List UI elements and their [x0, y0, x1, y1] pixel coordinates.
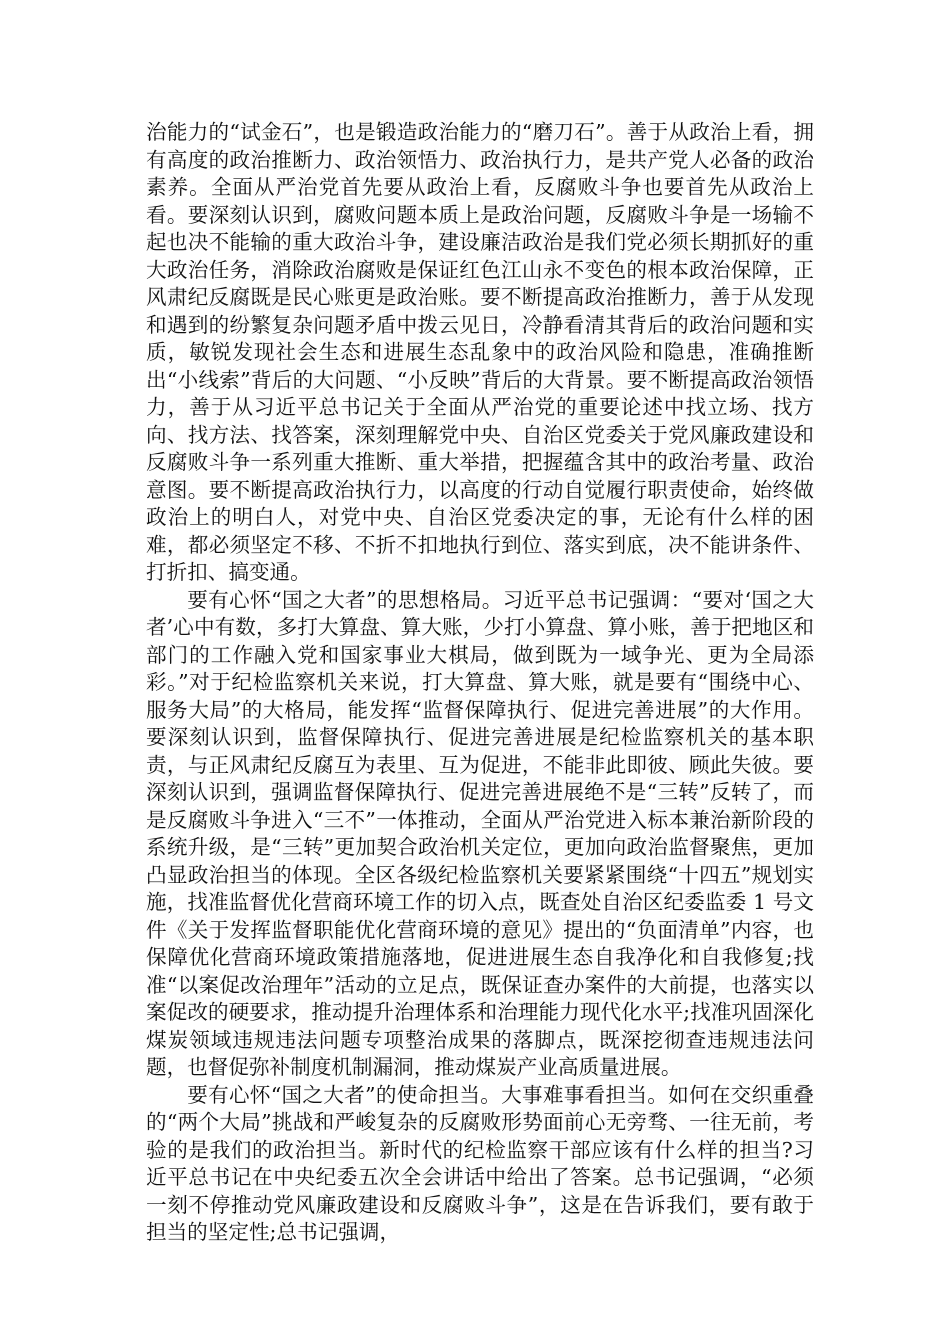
document-body: [146, 119, 814, 1247]
paragraph-mission-responsibility: 要有心怀“国之大者”的使命担当。大事难事看担当。如何在交织重叠的“两个大局”挑战和严峻复杂的反腐败形势面前心无旁骛、一往无前，考验的是我们的政治担当。新时代的纪检监察干部应该有什么样的担当?习近平总书记在中央纪委五次全会讲话中给出了答案。总书记强调，“必须一刻不停推动党风廉政建设和反腐败斗争”，这是在告诉我们，要有敢于担当的坚定性;总书记强调，: [146, 1082, 814, 1244]
paragraph-thinking-pattern: 要有心怀“国之大者”的思想格局。习近平总书记强调：“要对‘国之大者’心中有数，多打大算盘、算大账，少打小算盘、算小账，善于把地区和部门的工作融入党和国家事业大棋局，做到既为一域争光、更为全局添彩。”对于纪检监察机关来说，打大算盘、算大账，就是要有“围绕中心、服务大局”的大格局，能发挥“监督保障执行、促进完善进展”的大作用。要深刻认识到，监督保障执行、促进完善进展是纪检监察机关的基本职责，与正风肃纪反腐互为表里、互为促进，不能非此即彼、顾此失彼。要深刻认识到，强调监督保障执行、促进完善进展绝不是“三转”反转了，而是反腐败斗争进入“三不”一体推动，全面从严治党进入标本兼治新阶段的系统升级，是“三转”更加契合政治机关定位，更加向政治监督聚焦，更加凸显政治担当的体现。全区各级纪检监察机关要紧紧围绕“十四五”规划实施，找准监督优化营商环境工作的切入点，既查处自治区纪委监委 1 号文件《关于发挥监督职能优化营商环境的意见》提出的“负面清单”内容，也保障优化营商环境政策措施落地，促进进展生态自我净化和自我修复;找准“以案促改治理年”活动的立足点，既保证查办案件的大前提，也落实以案促改的硬要求，推动提升治理体系和治理能力现代化水平;找准巩固深化煤炭领域违规违法问题专项整治成果的落脚点，既深挖彻查违规违法问题，也督促弥补制度机制漏洞，推动煤炭产业高质量进展。: [146, 587, 814, 1079]
paragraph-political-ability: 治能力的“试金石”，也是锻造政治能力的“磨刀石”。善于从政治上看，拥有高度的政治推断力、政治领悟力、政治执行力，是共产党人必备的政治素养。全面从严治党首先要从政治上看，反腐败斗争也要首先从政治上看。要深刻认识到，腐败问题本质上是政治问题，反腐败斗争是一场输不起也决不能输的重大政治斗争，建设廉洁政治是我们党必须长期抓好的重大政治任务，消除政治腐败是保证红色江山永不变色的根本政治保障，正风肃纪反腐既是民心账更是政治账。要不断提高政治推断力，善于从发现和遇到的纷繁复杂问题矛盾中拨云见日，冷静看清其背后的政治问题和实质，敏锐发现社会生态和进展生态乱象中的政治风险和隐患，准确推断出“小线索”背后的大问题、“小反映”背后的大背景。要不断提高政治领悟力，善于从习近平总书记关于全面从严治党的重要论述中找立场、找方向、找方法、找答案，深刻理解党中央、自治区党委关于党风廉政建设和反腐败斗争一系列重大推断、重大举措，把握蕴含其中的政治考量、政治意图。要不断提高政治执行力，以高度的行动自觉履行职责使命，始终做政治上的明白人，对党中央、自治区党委决定的事，无论有什么样的困难，都必须坚定不移、不折不扣地执行到位、落实到底，决不能讲条件、打折扣、搞变通。: [146, 120, 814, 584]
